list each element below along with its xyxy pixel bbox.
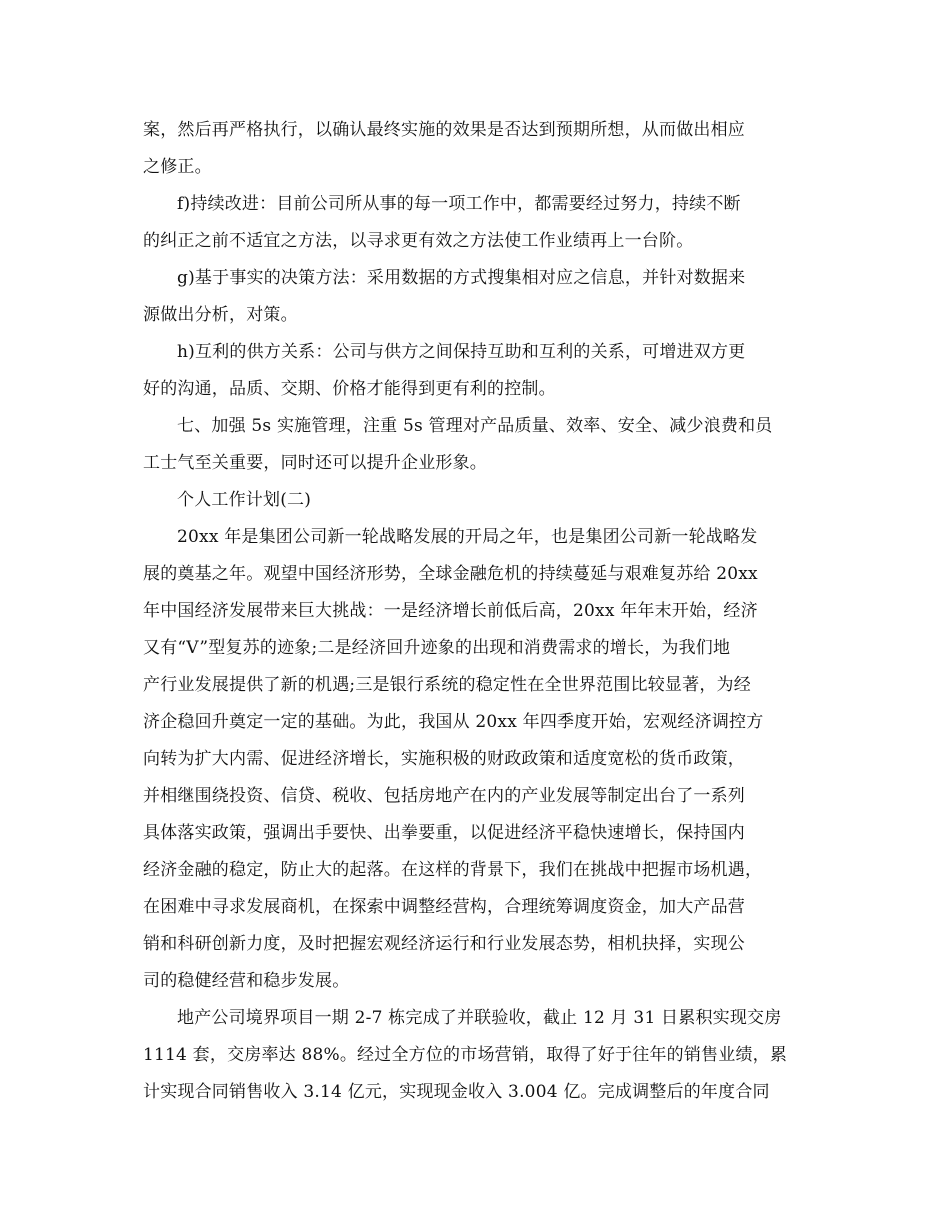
paragraph-line: 并相继围绕投资、信贷、税收、包括房地产在内的产业发展等制定出台了一系列	[143, 786, 745, 806]
section-heading	[143, 482, 811, 519]
paragraph-line: 在困难中寻求发展商机，在探索中调整经营构，合理统筹调度资金，加大产品营	[143, 897, 745, 917]
section-heading-text: 个人工作计划(二)	[177, 490, 312, 510]
paragraph-line: 源做出分析，对策。	[143, 305, 298, 325]
paragraph-line: 之修正。	[143, 157, 212, 177]
paragraph-4	[143, 334, 811, 408]
paragraph-line: 向转为扩大内需、促进经济增长，实施积极的财政政策和适度宽松的货币政策，	[143, 749, 745, 769]
paragraph-line: 好的沟通，品质、交期、价格才能得到更有利的控制。	[143, 379, 556, 399]
paragraph-line: 地产公司境界项目一期 2-7 栋完成了并联验收，截止 12 月 31 日累积实现交房	[177, 1008, 782, 1028]
paragraph-line: 年中国经济发展带来巨大挑战：一是经济增长前低后高，20xx 年年末开始，经济	[143, 601, 758, 621]
paragraph-line: 20xx 年是集团公司新一轮战略发展的开局之年，也是集团公司新一轮战略发	[177, 527, 758, 547]
paragraph-5	[143, 408, 811, 482]
paragraph-line: 计实现合同销售收入 3.14 亿元，实现现金收入 3.004 亿。完成调整后的年度合同	[143, 1082, 770, 1102]
paragraph-line: 又有“V”型复苏的迹象;二是经济回升迹象的出现和消费需求的增长，为我们地	[143, 638, 731, 658]
paragraph-line: 的纠正之前不适宜之方法，以寻求更有效之方法使工作业绩再上一台阶。	[143, 231, 694, 251]
paragraph-line: 具体落实政策，强调出手要快、出拳要重，以促进经济平稳快速增长，保持国内	[143, 823, 745, 843]
paragraph-line: 案，然后再严格执行，以确认最终实施的效果是否达到预期所想，从而做出相应	[143, 120, 745, 140]
paragraph-line: 工士气至关重要，同时还可以提升企业形象。	[143, 453, 487, 473]
paragraph-line: 经济金融的稳定，防止大的起落。在这样的背景下，我们在挑战中把握市场机遇，	[143, 860, 763, 880]
paragraph-line: f)持续改进：目前公司所从事的每一项工作中，都需要经过努力，持续不断	[177, 194, 741, 214]
paragraph-line: 司的稳健经营和稳步发展。	[143, 971, 350, 991]
paragraph-line: 产行业发展提供了新的机遇;三是银行系统的稳定性在全世界范围比较显著，为经	[143, 675, 751, 695]
paragraph-line: g)基于事实的决策方法：采用数据的方式搜集相对应之信息，并针对数据来	[177, 268, 746, 288]
paragraph-line: h)互利的供方关系：公司与供方之间保持互助和互利的关系，可增进双方更	[177, 342, 746, 362]
paragraph-3	[143, 260, 811, 334]
paragraph-1	[143, 112, 811, 186]
document-page	[143, 112, 811, 1111]
paragraph-8	[143, 1000, 811, 1111]
paragraph-line: 展的奠基之年。观望中国经济形势，全球金融危机的持续蔓延与艰难复苏给 20xx	[143, 564, 758, 584]
paragraph-line: 七、加强 5s 实施管理，注重 5s 管理对产品质量、效率、安全、减少浪费和员	[177, 416, 773, 436]
paragraph-line: 济企稳回升奠定一定的基础。为此，我国从 20xx 年四季度开始，宏观经济调控方	[143, 712, 764, 732]
paragraph-line: 销和科研创新力度，及时把握宏观经济运行和行业发展态势，相机抉择，实现公	[143, 934, 745, 954]
paragraph-line: 1114 套，交房率达 88%。经过全方位的市场营销，取得了好于往年的销售业绩，累	[143, 1045, 788, 1065]
paragraph-2	[143, 186, 811, 260]
paragraph-7	[143, 519, 811, 1000]
